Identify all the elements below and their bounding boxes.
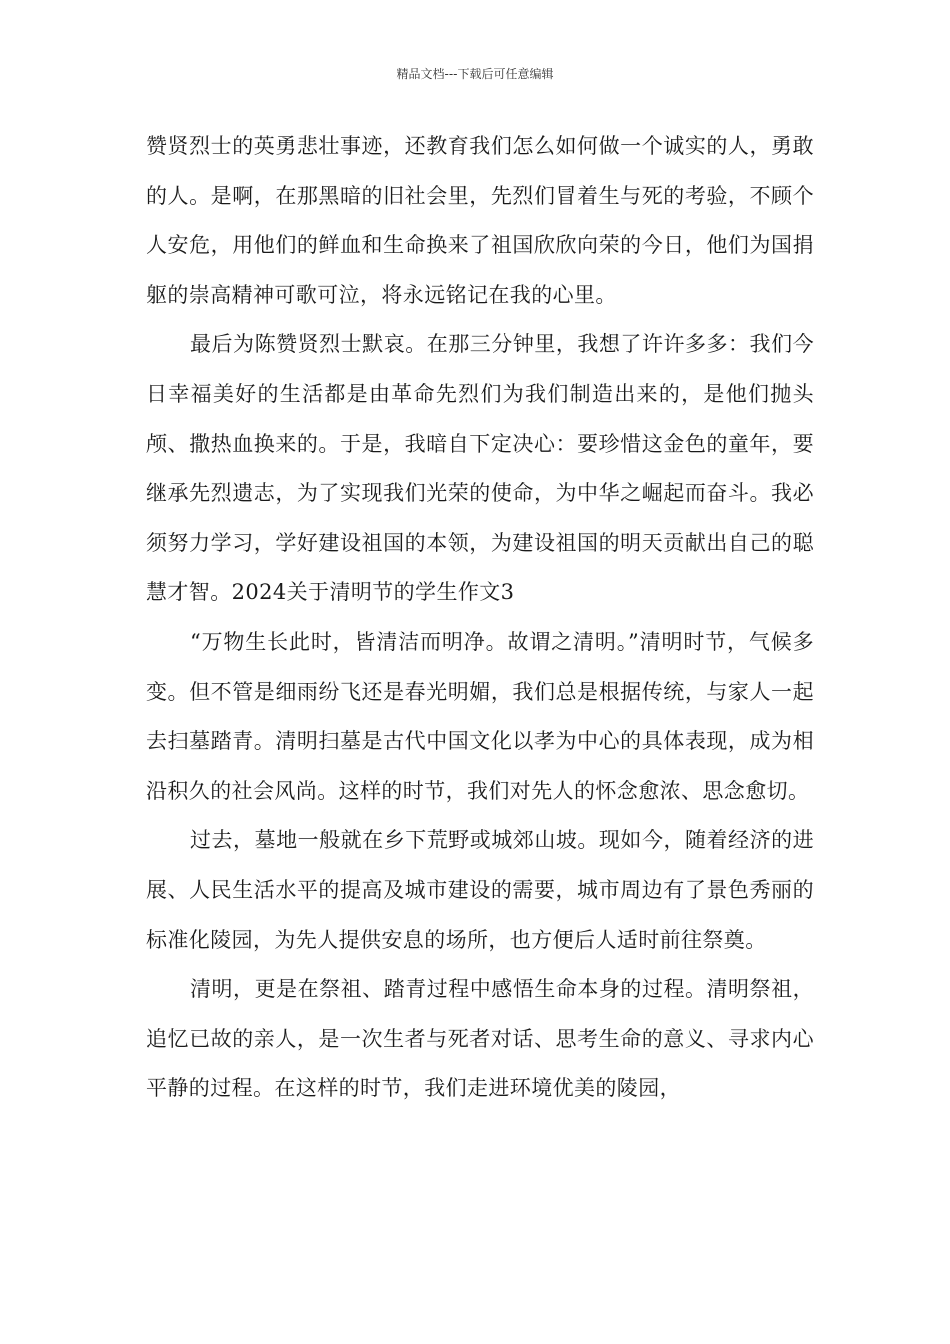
paragraph-5: 清明，更是在祭祖、踏青过程中感悟生命本身的过程。清明祭祖，追忆已故的亲人，是一次生者与死者对话、思考生命的意义、寻求内心平静的过程。在这样的时节，我们走进环境优美的陵园， xyxy=(146,977,814,1101)
page-header: 精品文档---下载后可任意编辑 xyxy=(396,67,554,81)
paragraph-1: 赞贤烈士的英勇悲壮事迹，还教育我们怎么如何做一个诚实的人，勇敢的人。是啊，在那黑暗的旧社会里，先烈们冒着生与死的考验，不顾个人安危，用他们的鲜血和生命换来了祖国欣欣向荣的今日，他们为国捐躯的崇高精神可歌可泣，将永远铭记在我的心里。 xyxy=(146,134,814,307)
paragraph-4: 过去，墓地一般就在乡下荒野或城郊山坡。现如今，随着经济的进展、人民生活水平的提高及城市建设的需要，城市周边有了景色秀丽的标准化陵园，为先人提供安息的场所，也方便后人适时前往祭奠。 xyxy=(146,828,814,952)
document-body xyxy=(146,122,814,1114)
paragraph-2: 最后为陈赞贤烈士默哀。在那三分钟里，我想了许许多多：我们今日幸福美好的生活都是由革命先烈们为我们制造出来的，是他们抛头颅、撒热血换来的。于是，我暗自下定决心：要珍惜这金色的童年，要继承先烈遗志，为了实现我们光荣的使命，为中华之崛起而奋斗。我必须努力学习，学好建设祖国的本领，为建设祖国的明天贡献出自己的聪慧才智。2024关于清明节的学生作文3 xyxy=(146,332,814,605)
paragraph-3: “万物生长此时，皆清洁而明净。故谓之清明。”清明时节，气候多变。但不管是细雨纷飞还是春光明媚，我们总是根据传统，与家人一起去扫墓踏青。清明扫墓是古代中国文化以孝为中心的具体表现，成为相沿积久的社会风尚。这样的时节，我们对先人的怀念愈浓、思念愈切。 xyxy=(146,629,814,803)
